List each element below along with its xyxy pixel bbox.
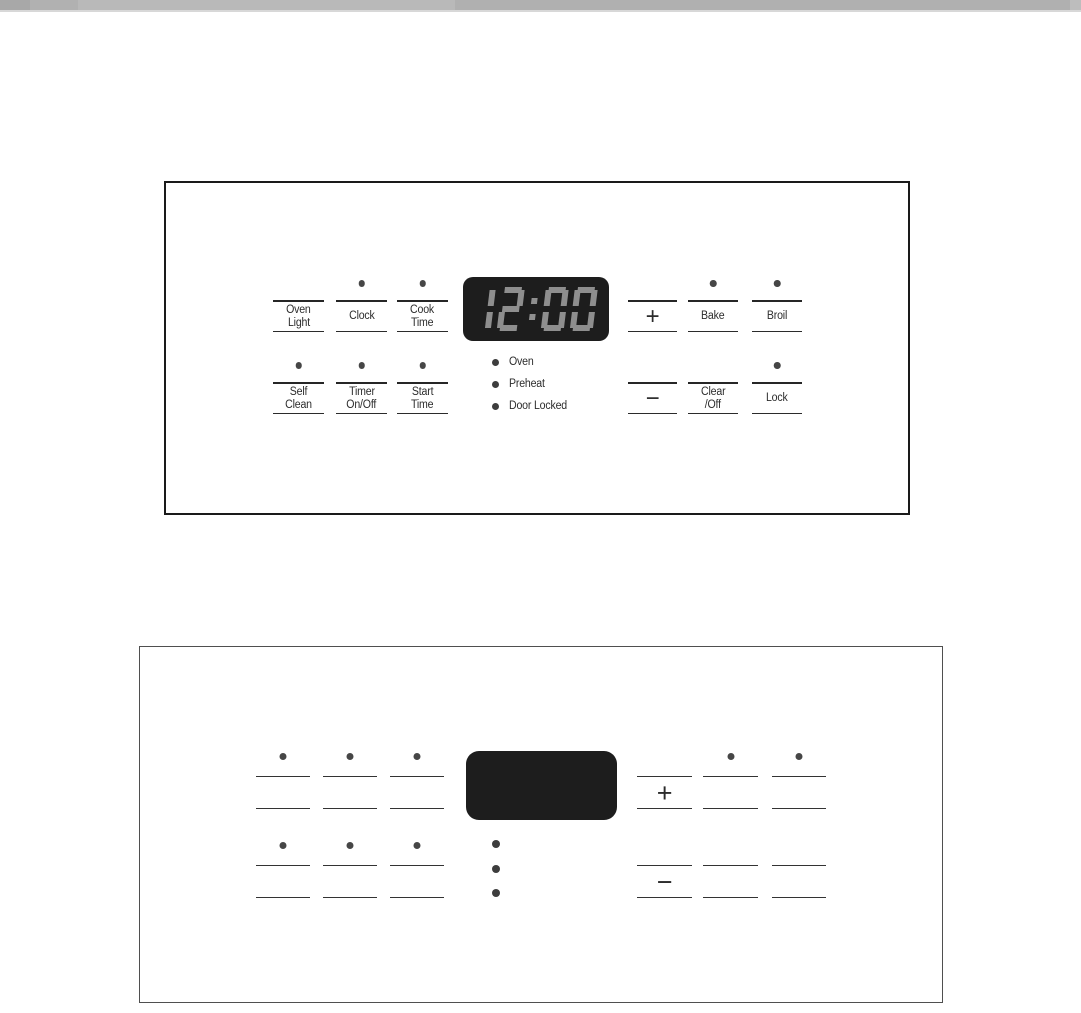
clock-display bbox=[463, 277, 609, 341]
self-clean-led-icon bbox=[295, 362, 302, 369]
plus-button bbox=[628, 277, 677, 330]
led-icon bbox=[414, 753, 421, 760]
blank-display bbox=[466, 751, 617, 820]
blank-button-r1c1 bbox=[256, 750, 310, 810]
led-icon bbox=[347, 842, 354, 849]
blank-button-r2c1 bbox=[256, 839, 310, 899]
blank-button-r2c6 bbox=[772, 839, 826, 899]
blank-button-r2c3 bbox=[390, 839, 444, 899]
scan-bar-segment bbox=[0, 0, 30, 10]
button-label: Clock bbox=[348, 310, 375, 322]
blank-button-r1c2 bbox=[323, 750, 377, 810]
scan-bar-segment bbox=[455, 0, 1070, 10]
timer-led-icon bbox=[358, 362, 365, 369]
button-label: Oven bbox=[286, 303, 311, 316]
clear-off-button bbox=[688, 359, 738, 412]
timer-on-off-button bbox=[336, 359, 387, 412]
lock-led-icon bbox=[774, 362, 781, 369]
indicator-icon bbox=[492, 889, 500, 897]
minus-icon: − bbox=[645, 384, 660, 412]
lock-button bbox=[752, 359, 802, 412]
blank-button-face bbox=[772, 776, 826, 809]
led-icon bbox=[796, 753, 803, 760]
blank-button-face bbox=[390, 776, 444, 809]
blank-button-face bbox=[323, 865, 377, 898]
scan-bar-segment bbox=[78, 0, 455, 10]
plus-icon: + bbox=[645, 302, 660, 330]
oven-indicator bbox=[492, 351, 572, 373]
blank-button-r2c5 bbox=[703, 839, 758, 899]
minus-button-face bbox=[637, 865, 692, 898]
clock-led-icon bbox=[358, 280, 365, 287]
cook-time-button bbox=[397, 277, 448, 330]
broil-button-face bbox=[752, 300, 802, 332]
preheat-indicator-icon bbox=[492, 381, 499, 388]
broil-led-icon bbox=[774, 280, 781, 287]
blank-button-face bbox=[256, 865, 310, 898]
blank-oven-control-panel bbox=[139, 646, 943, 1003]
led-icon bbox=[347, 753, 354, 760]
button-label: /Off bbox=[704, 398, 722, 411]
button-label: Cook bbox=[410, 303, 435, 316]
indicator-label: Oven bbox=[509, 356, 534, 368]
button-label: Self bbox=[289, 385, 308, 398]
led-icon bbox=[280, 842, 287, 849]
labeled-oven-control-panel bbox=[164, 181, 910, 515]
blank-button-r1c3 bbox=[390, 750, 444, 810]
button-label: Time bbox=[411, 316, 434, 329]
scan-bar-segment bbox=[1070, 0, 1081, 10]
blank-button-r2c2 bbox=[323, 839, 377, 899]
led-icon bbox=[727, 753, 734, 760]
cook-time-led-icon bbox=[419, 280, 426, 287]
cook-time-button-face bbox=[397, 300, 448, 332]
led-icon bbox=[414, 842, 421, 849]
button-label: Clean bbox=[285, 398, 312, 411]
blank-button-face bbox=[703, 776, 758, 809]
self-clean-button bbox=[273, 359, 324, 412]
button-label: Timer bbox=[348, 385, 375, 398]
minus-button bbox=[628, 359, 677, 412]
oven-indicator-icon bbox=[492, 359, 499, 366]
door-locked-indicator bbox=[492, 395, 572, 417]
scan-bar-segment bbox=[30, 0, 78, 10]
start-time-button bbox=[397, 359, 448, 412]
button-label: Bake bbox=[701, 310, 725, 322]
seven-segment-time bbox=[463, 277, 609, 341]
oven-light-button-face bbox=[273, 300, 324, 332]
status-indicator-list bbox=[492, 351, 572, 417]
indicator-icon bbox=[492, 840, 500, 848]
timer-button-face bbox=[336, 382, 387, 414]
plus-icon: + bbox=[656, 777, 673, 808]
button-label: Lock bbox=[766, 392, 788, 404]
bake-button-face bbox=[688, 300, 738, 332]
blank-button-face bbox=[256, 776, 310, 809]
lock-button-face bbox=[752, 382, 802, 414]
clock-button bbox=[336, 277, 387, 330]
button-label: Broil bbox=[766, 310, 788, 322]
door-locked-indicator-icon bbox=[492, 403, 499, 410]
minus-button-face bbox=[628, 382, 677, 414]
plus-button-blank-panel bbox=[637, 750, 692, 810]
blank-button-face bbox=[323, 776, 377, 809]
blank-button-face bbox=[390, 865, 444, 898]
clock-button-face bbox=[336, 300, 387, 332]
indicator-label: Preheat bbox=[509, 378, 545, 390]
plus-button-face bbox=[637, 776, 692, 809]
blank-button-face bbox=[772, 865, 826, 898]
led-icon bbox=[280, 753, 287, 760]
preheat-indicator bbox=[492, 373, 572, 395]
bake-button bbox=[688, 277, 738, 330]
self-clean-button-face bbox=[273, 382, 324, 414]
minus-button-blank-panel bbox=[637, 839, 692, 899]
clear-off-button-face bbox=[688, 382, 738, 414]
blank-button-r1c5 bbox=[703, 750, 758, 810]
button-label: Start bbox=[411, 385, 434, 398]
seven-segment-time bbox=[466, 751, 617, 820]
page-top-scan-bar bbox=[0, 0, 1081, 12]
button-label: On/Off bbox=[346, 398, 377, 411]
plus-button-face bbox=[628, 300, 677, 332]
indicator-label: Door Locked bbox=[509, 400, 567, 412]
button-label: Time bbox=[411, 398, 434, 411]
indicator-icon bbox=[492, 865, 500, 873]
blank-button-face bbox=[703, 865, 758, 898]
start-time-led-icon bbox=[419, 362, 426, 369]
bake-led-icon bbox=[710, 280, 717, 287]
button-label: Light bbox=[287, 316, 310, 329]
scan-bar-underline bbox=[0, 10, 1081, 12]
blank-button-r1c6 bbox=[772, 750, 826, 810]
button-label: Clear bbox=[700, 385, 726, 398]
broil-button bbox=[752, 277, 802, 330]
minus-icon: − bbox=[656, 866, 673, 897]
oven-light-button bbox=[273, 277, 324, 330]
start-time-button-face bbox=[397, 382, 448, 414]
